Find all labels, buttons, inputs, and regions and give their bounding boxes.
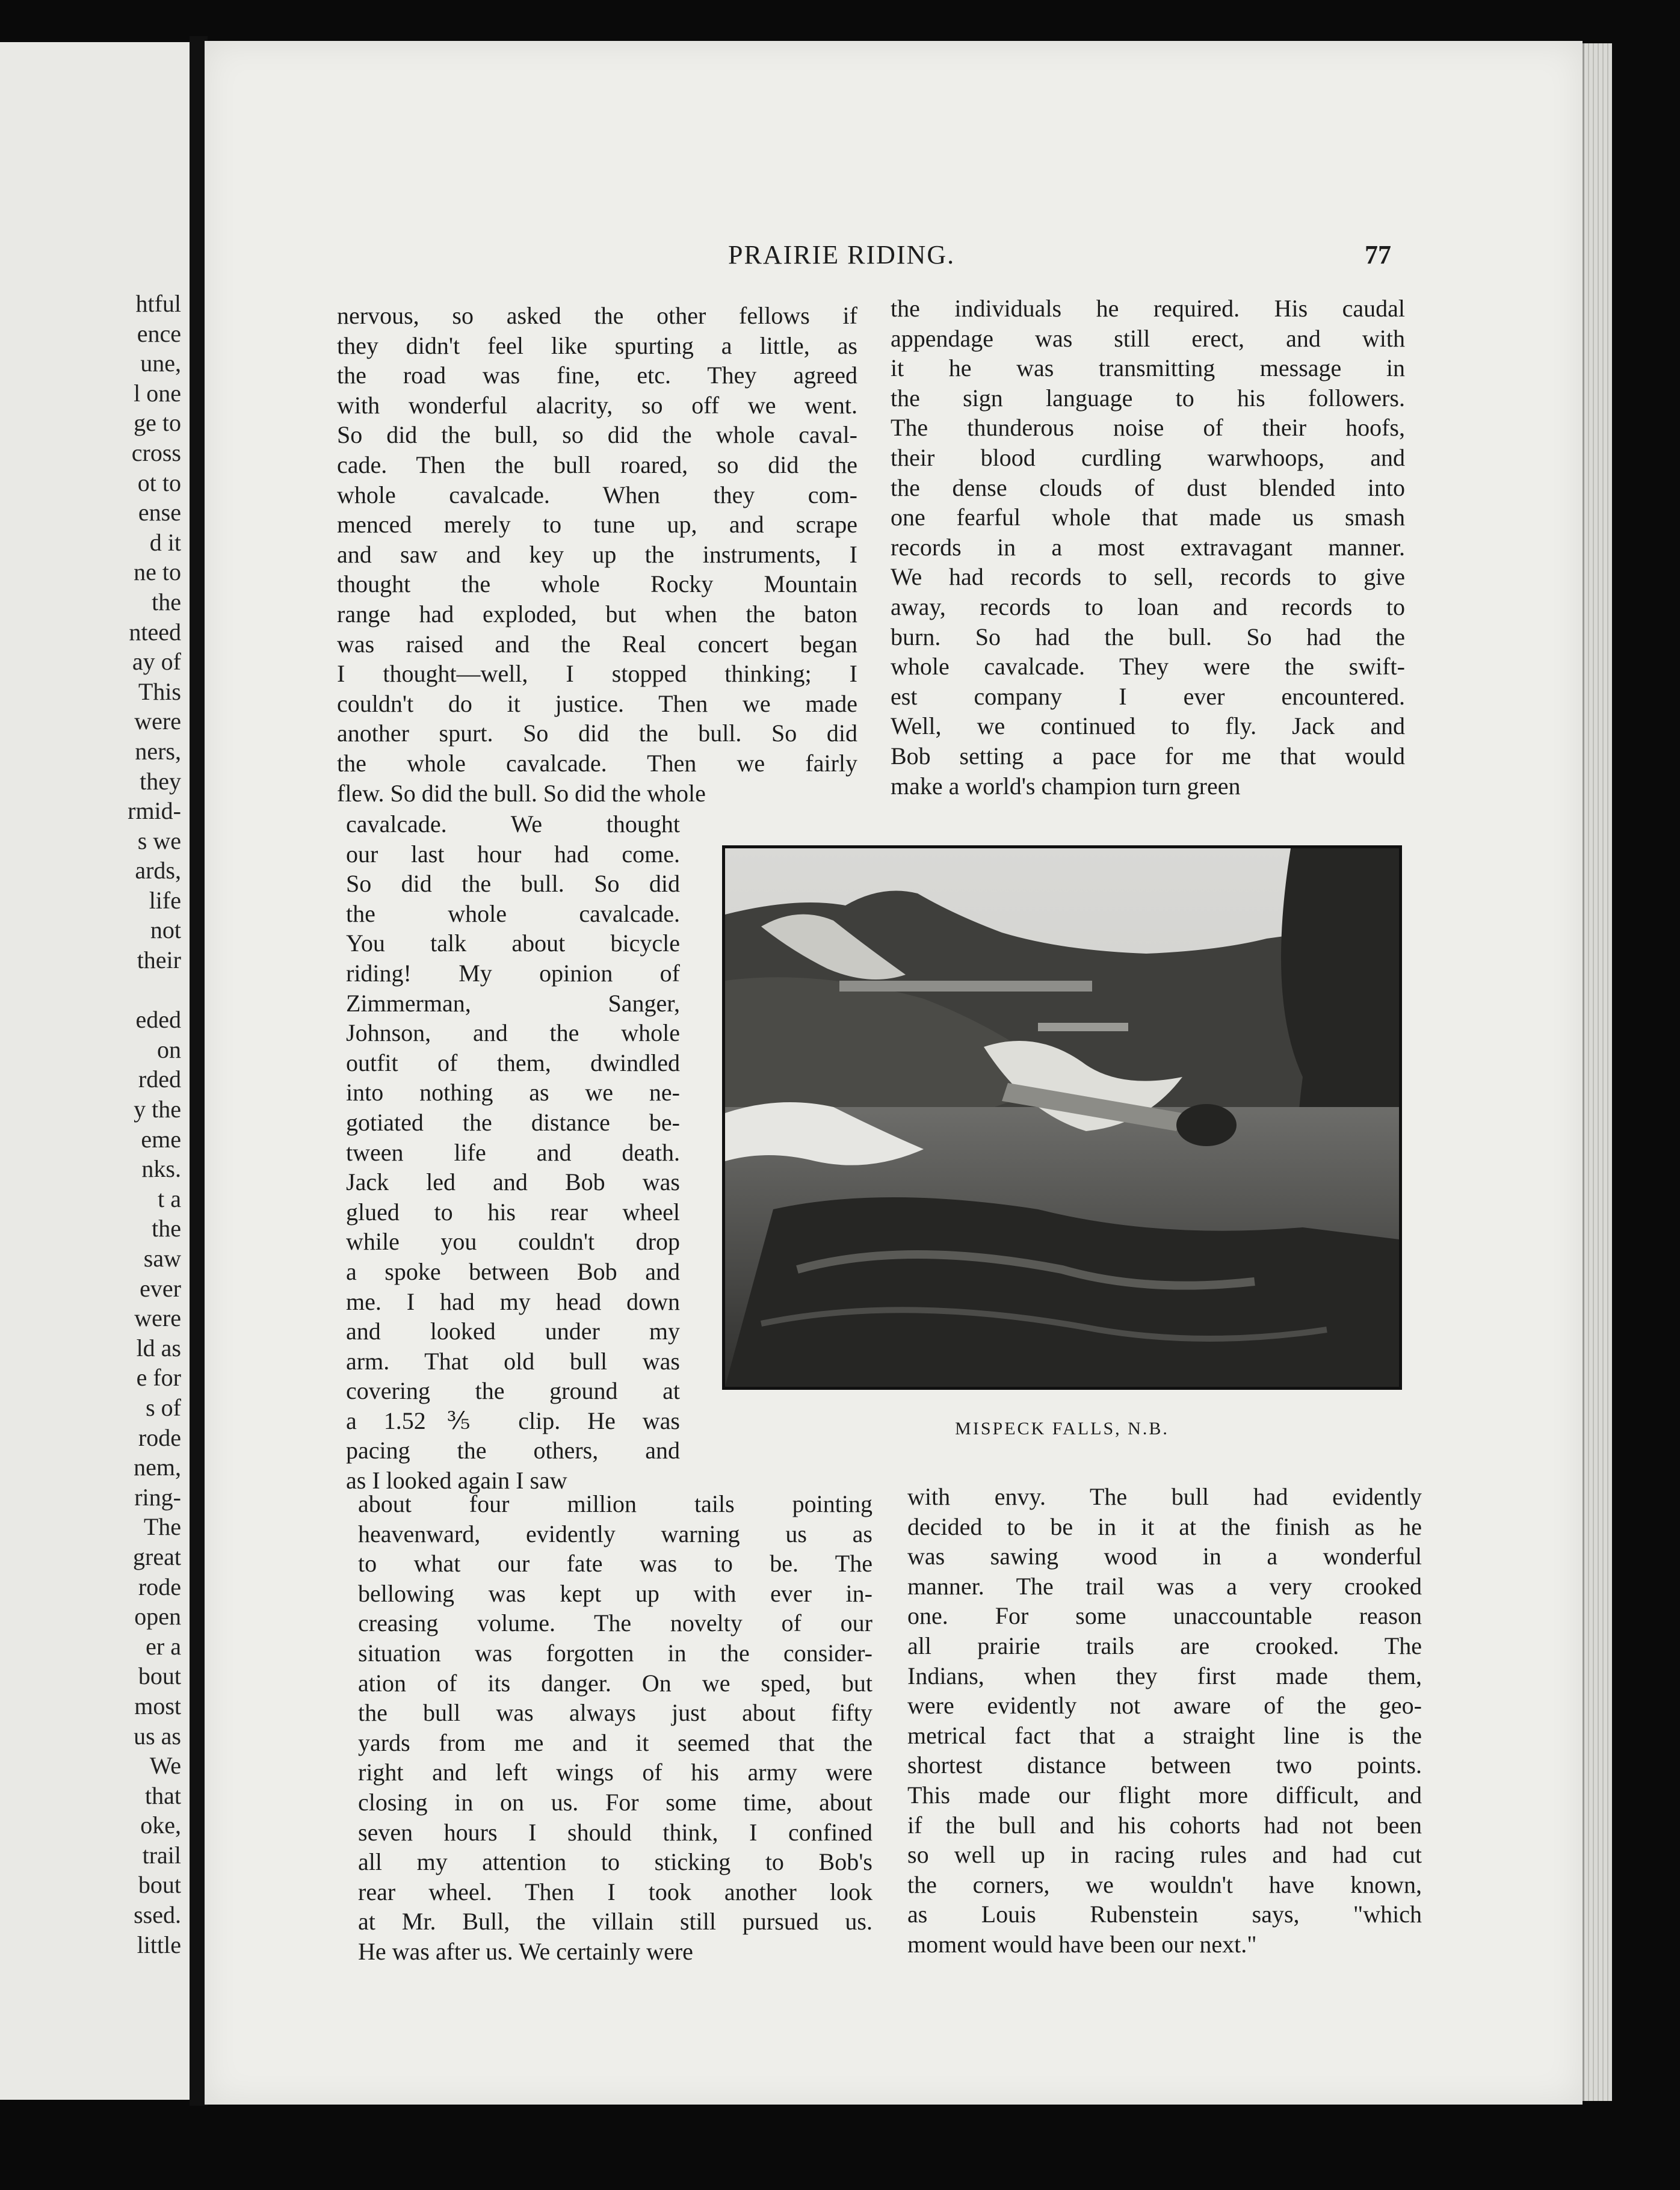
text-line: Bob setting a pace for me that would xyxy=(891,742,1405,770)
text-line: shortest distance between two points. xyxy=(907,1751,1422,1779)
text-line: We had records to sell, records to give xyxy=(891,563,1405,591)
margin-fragment: l one xyxy=(134,379,181,407)
margin-fragment: rode xyxy=(138,1424,181,1451)
text-line: to what our fate was to be. The xyxy=(358,1550,872,1578)
margin-fragment: the xyxy=(152,1215,181,1242)
text-line: as I looked again I saw xyxy=(346,1467,567,1494)
margin-fragment: saw xyxy=(143,1245,181,1272)
text-line: with wonderful alacrity, so off we went. xyxy=(337,391,857,419)
margin-fragment: We xyxy=(149,1752,181,1780)
text-line: one. For some unaccountable reason xyxy=(907,1602,1422,1630)
text-line: menced merely to tune up, and scrape xyxy=(337,511,857,538)
text-line: were evidently not aware of the geo- xyxy=(907,1692,1422,1720)
text-line: make a world's champion turn green xyxy=(891,772,1241,800)
text-line: range had exploded, but when the baton xyxy=(337,600,857,628)
text-line: it he was transmitting message in xyxy=(891,354,1405,382)
text-line: another spurt. So did the bull. So did xyxy=(337,720,857,747)
text-line: I thought—well, I stopped thinking; I xyxy=(337,660,857,688)
margin-fragment: on xyxy=(157,1035,181,1063)
text-line: the whole cavalcade. Then we fairly xyxy=(337,749,857,777)
margin-fragment: ense xyxy=(138,499,181,526)
margin-fragment: t a xyxy=(158,1185,181,1212)
margin-fragment: ssed. xyxy=(134,1901,181,1929)
text-line: est company I ever encountered. xyxy=(891,682,1405,710)
text-line: all my attention to sticking to Bob's xyxy=(358,1848,872,1876)
figure-caption: MISPECK FALLS, N.B. xyxy=(955,1419,1169,1439)
margin-fragment: ot to xyxy=(137,469,181,496)
margin-fragment: y the xyxy=(134,1096,181,1123)
page-stack-edge xyxy=(1583,43,1612,2101)
left-page-edge xyxy=(0,42,193,2100)
margin-fragment: ence xyxy=(137,319,181,347)
text-line: thought the whole Rocky Mountain xyxy=(337,570,857,598)
margin-fragment: bout xyxy=(138,1662,181,1690)
margin-fragment: e for xyxy=(136,1364,181,1392)
margin-fragment: little xyxy=(137,1931,181,1958)
column-right-upper xyxy=(891,294,1405,801)
margin-fragment: cross xyxy=(131,439,181,466)
margin-fragment: s we xyxy=(137,827,181,854)
text-line: the whole cavalcade. xyxy=(346,899,680,927)
margin-fragment: eded xyxy=(135,1006,181,1034)
text-line: Well, we continued to fly. Jack and xyxy=(891,712,1405,740)
text-line: gotiated the distance be- xyxy=(346,1108,680,1136)
margin-fragment: the xyxy=(152,588,181,615)
text-line: So did the bull, so did the whole caval- xyxy=(337,421,857,449)
margin-fragment: rded xyxy=(138,1066,181,1093)
column-right-lower xyxy=(907,1482,1422,1960)
margin-fragment: ay of xyxy=(132,648,181,676)
text-line: covering the ground at xyxy=(346,1377,680,1405)
margin-fragment: ards, xyxy=(135,857,181,884)
text-line: the sign language to his followers. xyxy=(891,384,1405,412)
margin-fragment: ne to xyxy=(134,558,181,586)
margin-fragment: oke, xyxy=(140,1812,181,1839)
margin-fragment: The xyxy=(143,1513,181,1541)
text-line: about four million tails pointing xyxy=(358,1490,872,1517)
text-line: flew. So did the bull. So did the whole xyxy=(337,779,706,807)
margin-fragment: er a xyxy=(146,1632,181,1660)
margin-fragment: most xyxy=(134,1692,181,1720)
column-left-narrow xyxy=(346,809,680,1496)
column-left-upper xyxy=(337,301,857,808)
text-line: So did the bull. So did xyxy=(346,870,680,898)
text-line: if the bull and his cohorts had not been xyxy=(907,1811,1422,1839)
text-line: metrical fact that a straight line is the xyxy=(907,1721,1422,1749)
text-line: so well up in racing rules and had cut xyxy=(907,1841,1422,1869)
text-line: cade. Then the bull roared, so did the xyxy=(337,451,857,478)
text-line: pacing the others, and xyxy=(346,1437,680,1464)
text-line: me. I had my head down xyxy=(346,1288,680,1315)
text-line: one fearful whole that made us smash xyxy=(891,504,1405,531)
column-left-lower xyxy=(358,1489,872,1967)
margin-fragment: rmid- xyxy=(128,797,181,825)
text-line: as Louis Rubenstein says, "which xyxy=(907,1901,1422,1928)
text-line: creasing volume. The novelty of our xyxy=(358,1609,872,1637)
running-title: PRAIRIE RIDING. xyxy=(728,240,956,270)
margin-fragment: us as xyxy=(134,1722,181,1750)
text-line: their blood curdling warwhoops, and xyxy=(891,443,1405,471)
text-line: situation was forgotten in the consider- xyxy=(358,1639,872,1667)
waterfall-photograph xyxy=(722,845,1402,1390)
margin-fragment: nteed xyxy=(129,618,181,646)
margin-fragment: not xyxy=(150,916,181,944)
text-line: moment would have been our next." xyxy=(907,1930,1257,1958)
text-line: yards from me and it seemed that the xyxy=(358,1729,872,1756)
text-line: the corners, we wouldn't have known, xyxy=(907,1871,1422,1898)
text-line: couldn't do it justice. Then we made xyxy=(337,689,857,717)
text-line: He was after us. We certainly were xyxy=(358,1937,693,1965)
margin-fragment: ever xyxy=(140,1274,181,1302)
margin-fragment: s of xyxy=(146,1393,181,1421)
margin-fragment: d it xyxy=(149,528,181,556)
margin-fragment xyxy=(128,975,181,1005)
text-line: rear wheel. Then I took another look xyxy=(358,1878,872,1905)
text-line: burn. So had the bull. So had the xyxy=(891,623,1405,650)
text-line: Indians, when they first made them, xyxy=(907,1662,1422,1689)
text-line: nervous, so asked the other fellows if xyxy=(337,302,857,329)
text-line: appendage was still erect, and with xyxy=(891,324,1405,352)
text-line: closing in on us. For some time, about xyxy=(358,1788,872,1816)
text-line: decided to be in it at the finish as he xyxy=(907,1513,1422,1540)
margin-fragment: ld as xyxy=(136,1334,181,1362)
text-line: whole cavalcade. They were the swift- xyxy=(891,653,1405,680)
text-line: This made our flight more difficult, and xyxy=(907,1781,1422,1809)
margin-fragment: trail xyxy=(142,1841,181,1869)
margin-fragment: ners, xyxy=(135,737,181,765)
text-line: Jack led and Bob was xyxy=(346,1168,680,1196)
text-line: was raised and the Real concert began xyxy=(337,630,857,658)
margin-fragment: htful xyxy=(135,290,181,317)
margin-fragment: they xyxy=(140,767,181,795)
text-line: away, records to loan and records to xyxy=(891,593,1405,620)
text-line: our last hour had come. xyxy=(346,840,680,868)
text-line: arm. That old bull was xyxy=(346,1347,680,1375)
text-line: right and left wings of his army were xyxy=(358,1759,872,1786)
text-line: they didn't feel like spurting a little, as xyxy=(337,332,857,359)
text-line: a spoke between Bob and xyxy=(346,1257,680,1285)
text-line: records in a most extravagant manner. xyxy=(891,533,1405,561)
left-page-margin-text xyxy=(128,289,181,1960)
text-line: The thunderous noise of their hoofs, xyxy=(891,414,1405,442)
text-line: seven hours I should think, I confined xyxy=(358,1818,872,1846)
margin-fragment: rode xyxy=(138,1573,181,1600)
margin-fragment: nem, xyxy=(134,1454,181,1481)
text-line: You talk about bicycle xyxy=(346,930,680,957)
text-line: with envy. The bull had evidently xyxy=(907,1483,1422,1510)
text-line: manner. The trail was a very crooked xyxy=(907,1572,1422,1600)
margin-fragment: great xyxy=(133,1543,181,1570)
margin-fragment: open xyxy=(134,1603,181,1630)
text-line: Zimmerman, Sanger, xyxy=(346,989,680,1017)
text-line: and looked under my xyxy=(346,1318,680,1345)
text-line: riding! My opinion of xyxy=(346,959,680,987)
margin-fragment: nks. xyxy=(141,1155,181,1183)
text-line: a 1.52⅗ clip. He was xyxy=(346,1407,680,1434)
text-line: ation of its danger. On we sped, but xyxy=(358,1669,872,1697)
margin-fragment: life xyxy=(149,886,181,914)
margin-fragment: that xyxy=(145,1781,181,1809)
text-line: while you couldn't drop xyxy=(346,1228,680,1256)
text-line: Johnson, and the whole xyxy=(346,1019,680,1047)
text-line: cavalcade. We thought xyxy=(346,810,680,837)
page-number: 77 xyxy=(1365,240,1391,270)
text-line: the road was fine, etc. They agreed xyxy=(337,362,857,389)
text-line: tween life and death. xyxy=(346,1138,680,1166)
text-line: into nothing as we ne- xyxy=(346,1079,680,1106)
text-line: and saw and key up the instruments, I xyxy=(337,540,857,568)
text-line: whole cavalcade. When they com- xyxy=(337,481,857,508)
text-line: bellowing was kept up with ever in- xyxy=(358,1579,872,1607)
margin-fragment: were xyxy=(134,1304,181,1332)
margin-fragment: ring- xyxy=(134,1483,181,1511)
margin-fragment: eme xyxy=(141,1125,181,1153)
margin-fragment: ge to xyxy=(134,409,181,437)
margin-fragment: their xyxy=(137,946,181,974)
text-line: was sawing wood in a wonderful xyxy=(907,1543,1422,1570)
text-line: all prairie trails are crooked. The xyxy=(907,1632,1422,1659)
text-line: the individuals he required. His caudal xyxy=(891,295,1405,322)
text-line: heavenward, evidently warning us as xyxy=(358,1520,872,1547)
text-line: glued to his rear wheel xyxy=(346,1198,680,1226)
text-line: the bull was always just about fifty xyxy=(358,1699,872,1727)
margin-fragment: une, xyxy=(140,350,181,377)
margin-fragment: were xyxy=(134,708,181,735)
text-line: outfit of them, dwindled xyxy=(346,1049,680,1076)
margin-fragment: bout xyxy=(138,1871,181,1899)
margin-fragment: This xyxy=(138,677,181,705)
text-line: at Mr. Bull, the villain still pursued us. xyxy=(358,1908,872,1936)
text-line: the dense clouds of dust blended into xyxy=(891,473,1405,501)
